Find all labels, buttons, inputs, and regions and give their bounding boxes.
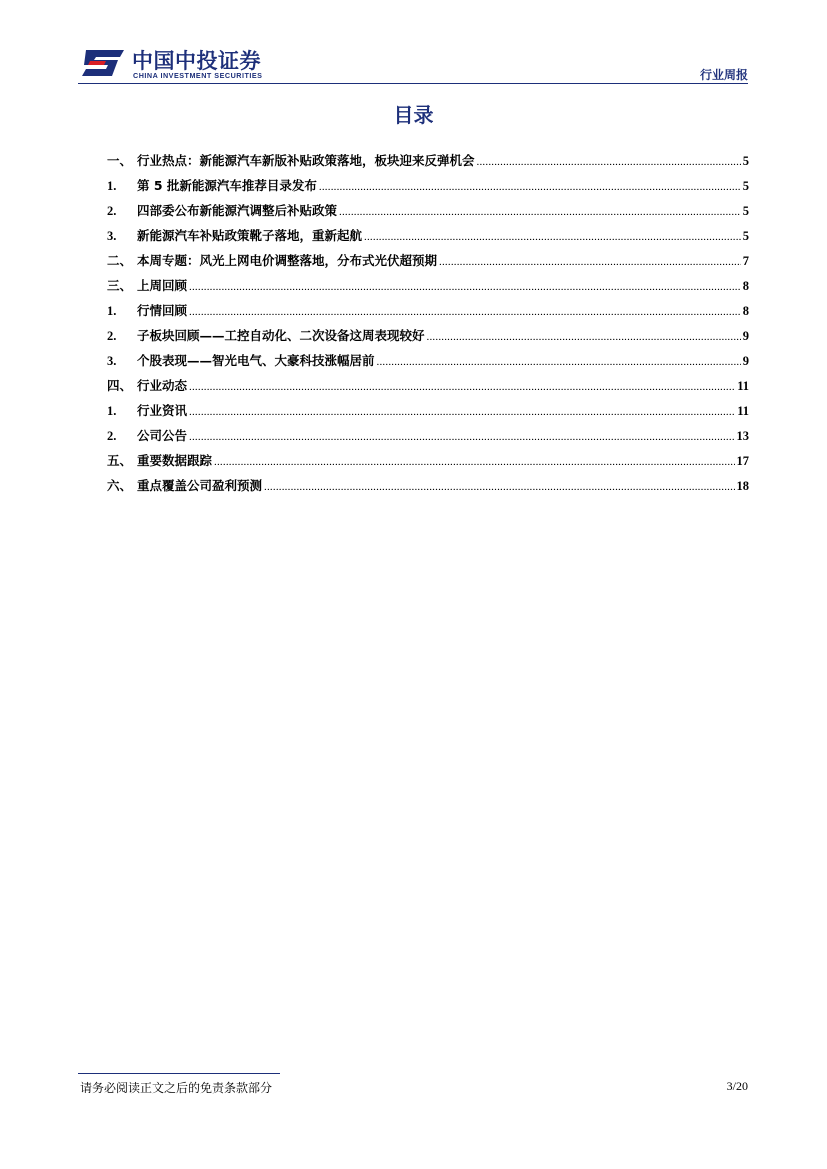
toc-entry-number: 1. (107, 304, 117, 318)
toc-entry-number: 2. (107, 204, 117, 218)
toc-entry-title: 行业热点：新能源汽车新版补贴政策落地，板块迎来反弹机会 (137, 153, 475, 168)
toc-dot-leader (214, 456, 734, 468)
toc-entry-number: 1. (107, 179, 117, 193)
toc-entry-page: 18 (736, 479, 749, 493)
toc-entry[interactable] (107, 201, 749, 226)
toc-entry-page: 5 (742, 154, 749, 168)
toc-entry-title: 子板块回顾——工控自动化、二次设备这周表现较好 (137, 328, 425, 343)
toc-dot-leader (477, 156, 741, 168)
toc-entry-page: 11 (737, 404, 749, 418)
toc-entry[interactable] (107, 476, 749, 501)
toc-entry-title: 公司公告 (137, 428, 188, 443)
toc-entry-number: 五、 (107, 453, 133, 468)
toc-entry-page: 8 (742, 279, 749, 293)
footer-divider (78, 1073, 280, 1074)
table-of-contents (107, 151, 749, 501)
toc-entry-number: 2. (107, 429, 117, 443)
logo-chinese-name: 中国中投证券 (132, 49, 261, 73)
toc-entry-page: 13 (736, 429, 749, 443)
toc-entry-title: 新能源汽车补贴政策靴子落地，重新起航 (137, 228, 363, 243)
toc-entry-page: 9 (742, 354, 749, 368)
toc-dot-leader (264, 481, 734, 493)
report-type-label: 行业周报 (699, 68, 748, 82)
toc-entry[interactable] (107, 326, 749, 351)
toc-title: 目录 (393, 103, 434, 127)
toc-entry-page: 5 (742, 204, 749, 218)
toc-entry-page: 7 (742, 254, 749, 268)
toc-entry-title: 第 5 批新能源汽车推荐目录发布 (137, 178, 317, 193)
toc-entry-title: 行业动态 (137, 378, 188, 393)
toc-entry-title: 四部委公布新能源汽调整后补贴政策 (137, 203, 338, 218)
toc-entry-number: 一、 (107, 153, 133, 168)
toc-entry-number: 三、 (107, 278, 133, 293)
toc-entry[interactable] (107, 251, 749, 276)
toc-entry[interactable] (107, 451, 749, 476)
toc-entry[interactable] (107, 376, 749, 401)
toc-entry-number: 二、 (107, 253, 133, 268)
toc-entry[interactable] (107, 401, 749, 426)
toc-entry-number: 六、 (107, 478, 133, 493)
toc-dot-leader (189, 381, 735, 393)
toc-entry-page: 9 (742, 329, 749, 343)
toc-entry[interactable] (107, 301, 749, 326)
toc-entry[interactable] (107, 276, 749, 301)
toc-dot-leader (189, 406, 735, 418)
toc-entry-number: 1. (107, 404, 117, 418)
toc-entry[interactable] (107, 426, 749, 451)
toc-entry-title: 行业资讯 (137, 403, 188, 418)
footer-disclaimer: 请务必阅读正文之后的免责条款部分 (80, 1081, 273, 1095)
toc-entry[interactable] (107, 151, 749, 176)
toc-entry-page: 5 (742, 179, 749, 193)
company-logo (80, 44, 290, 80)
toc-entry-page: 11 (737, 379, 749, 393)
toc-dot-leader (364, 231, 741, 243)
toc-entry-title: 重点覆盖公司盈利预测 (137, 478, 263, 493)
toc-dot-leader (427, 331, 741, 343)
logo-english-name: CHINA INVESTMENT SECURITIES (133, 71, 263, 80)
toc-entry-number: 3. (107, 354, 117, 368)
toc-entry[interactable] (107, 176, 749, 201)
toc-entry-title: 个股表现——智光电气、大豪科技涨幅居前 (137, 353, 375, 368)
toc-entry[interactable] (107, 351, 749, 376)
toc-dot-leader (339, 206, 741, 218)
toc-dot-leader (439, 256, 741, 268)
toc-dot-leader (189, 306, 741, 318)
toc-entry-number: 2. (107, 329, 117, 343)
toc-entry-number: 3. (107, 229, 117, 243)
toc-entry-number: 四、 (107, 378, 133, 393)
toc-entry-page: 8 (742, 304, 749, 318)
toc-entry-page: 17 (736, 454, 749, 468)
toc-entry-page: 5 (742, 229, 749, 243)
toc-dot-leader (377, 356, 741, 368)
header-divider (78, 83, 748, 84)
toc-dot-leader (189, 281, 741, 293)
toc-dot-leader (319, 181, 741, 193)
logo-mark-icon (80, 48, 126, 78)
footer-page-number: 3/20 (726, 1079, 748, 1093)
toc-entry-title: 本周专题：风光上网电价调整落地，分布式光伏超预期 (137, 253, 438, 268)
page-header (78, 40, 748, 86)
toc-entry-title: 行情回顾 (137, 303, 188, 318)
toc-entry[interactable] (107, 226, 749, 251)
toc-entry-title: 重要数据跟踪 (137, 453, 213, 468)
toc-dot-leader (189, 431, 734, 443)
toc-entry-title: 上周回顾 (137, 278, 188, 293)
